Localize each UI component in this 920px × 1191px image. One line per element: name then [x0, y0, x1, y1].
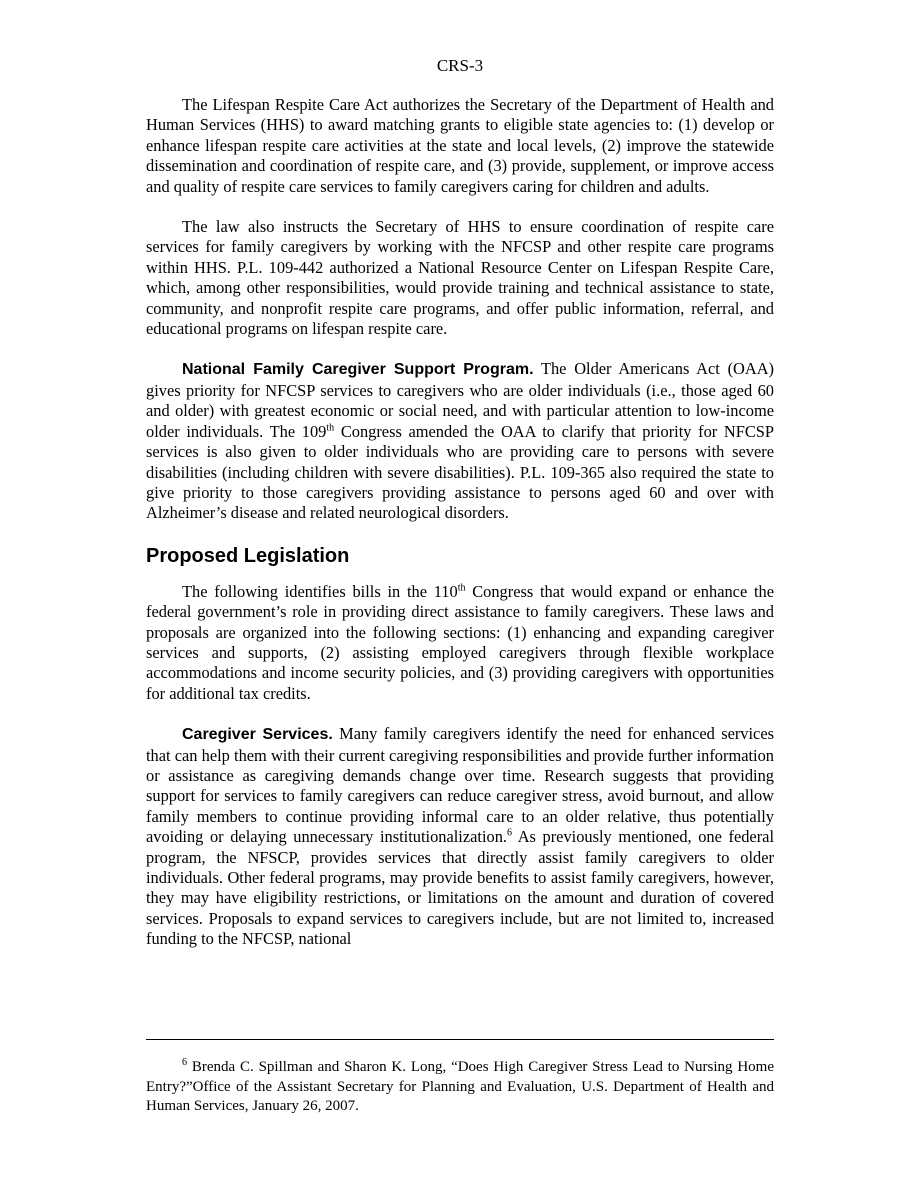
superscript-th: th	[326, 422, 335, 434]
paragraph-respite-care-act: The Lifespan Respite Care Act authorizes the Secretary of the Department of Health and Human Services (HHS) to award matching grants to eligible state agencies to: (1) develop or enhance lifespan respite care activities at the state and local levels, (2) improve the statewide dissemination and coordination of respite care, and (3) provide, supplement, or improve access and quality of respite care services to family caregivers caring for children and adults.	[146, 95, 774, 196]
paragraph-nfcsp-text-a: The Older Americans Act (OAA) gives priority for NFCSP services to caregivers who are older individuals (i.e., those aged 60 and older) with greatest economic or social need, and with particular attention to low-income older individuals. The 109	[146, 359, 774, 441]
body-text	[146, 95, 774, 970]
footnote-text: Brenda C. Spillman and Sharon K. Long, “Does High Caregiver Stress Lead to Nursing Home Entry?”Office of the Assistant Secretary for Planning and Evaluation, U.S. Department of Health and Human Services, January 26, 2007.	[146, 1059, 774, 1114]
paragraph-bills-110th	[146, 582, 774, 704]
section-heading-proposed-legislation: Proposed Legislation	[146, 544, 350, 567]
paragraph-caregiver-text-a: Many family caregivers identify the need for enhanced services that can help them with their current caregiving responsibilities and provide further information or assistance as caregiving demands change over time. Research suggests that providing support for services to family caregivers can reduce caregiver stress, avoid burnout, and allow family members to continue providing informal care to an older relative, thus potentially avoiding or delaying unnecessary institutionalization.	[146, 724, 774, 847]
footnote-6	[146, 1058, 774, 1117]
footnote-divider	[146, 1039, 774, 1040]
superscript-th: th	[457, 582, 466, 594]
paragraph-nfcsp-text-b: Congress amended the OAA to clarify that priority for NFCSP services is also given to older individuals who are providing care to persons with severe disabilities (including children with severe disabilities). P.L. 109-365 also required the state to give priority to those caregivers providing assistance to persons aged 60 and over with Alzheimer’s disease and related neurological disorders.	[146, 421, 775, 523]
footnote-number: 6	[182, 1057, 187, 1068]
paragraph-bills-text-a: The following identifies bills in the 110	[182, 581, 458, 601]
paragraph-hhs-coordination: The law also instructs the Secretary of HHS to ensure coordination of respite care services for family caregivers by working with the NFCSP and other respite care programs within HHS. P.L. 109-442 authorized a National Resource Center on Lifespan Respite Care, which, among other responsibilities, would provide training and technical assistance to state, community, and nonprofit respite care programs, and offer public information, referral, and educational programs on lifespan respite care.	[146, 217, 774, 339]
run-in-heading-caregiver-services: Caregiver Services.	[182, 726, 333, 744]
paragraph-caregiver-text-b: As previously mentioned, one federal program, the NFSCP, provides services that directly assist family caregivers to older individuals. Other federal programs, may provide benefits to assist family caregivers, however, they may have eligibility restrictions, or limitations on the amount and duration of covered services. Proposals to expand services to caregivers include, but are not limited to, increased funding to the NFCSP, national	[146, 827, 774, 949]
paragraph-caregiver-services	[146, 724, 774, 949]
paragraph-nfcsp	[146, 359, 774, 523]
footnote-reference[interactable]: 6	[507, 827, 512, 839]
run-in-heading-nfcsp: National Family Caregiver Support Program.	[182, 361, 534, 379]
page-number: CRS-3	[436, 56, 484, 75]
paragraph-bills-text-b: Congress that would expand or enhance the federal government’s role in providing direct assistance to family caregivers. These laws and proposals are organized into the following sections: (1) enhancing and expanding caregiver services and supports, (2) assisting employed caregivers through flexible workplace accommodations and income security policies, and (3) providing caregivers with opportunities for additional tax credits.	[146, 581, 774, 703]
